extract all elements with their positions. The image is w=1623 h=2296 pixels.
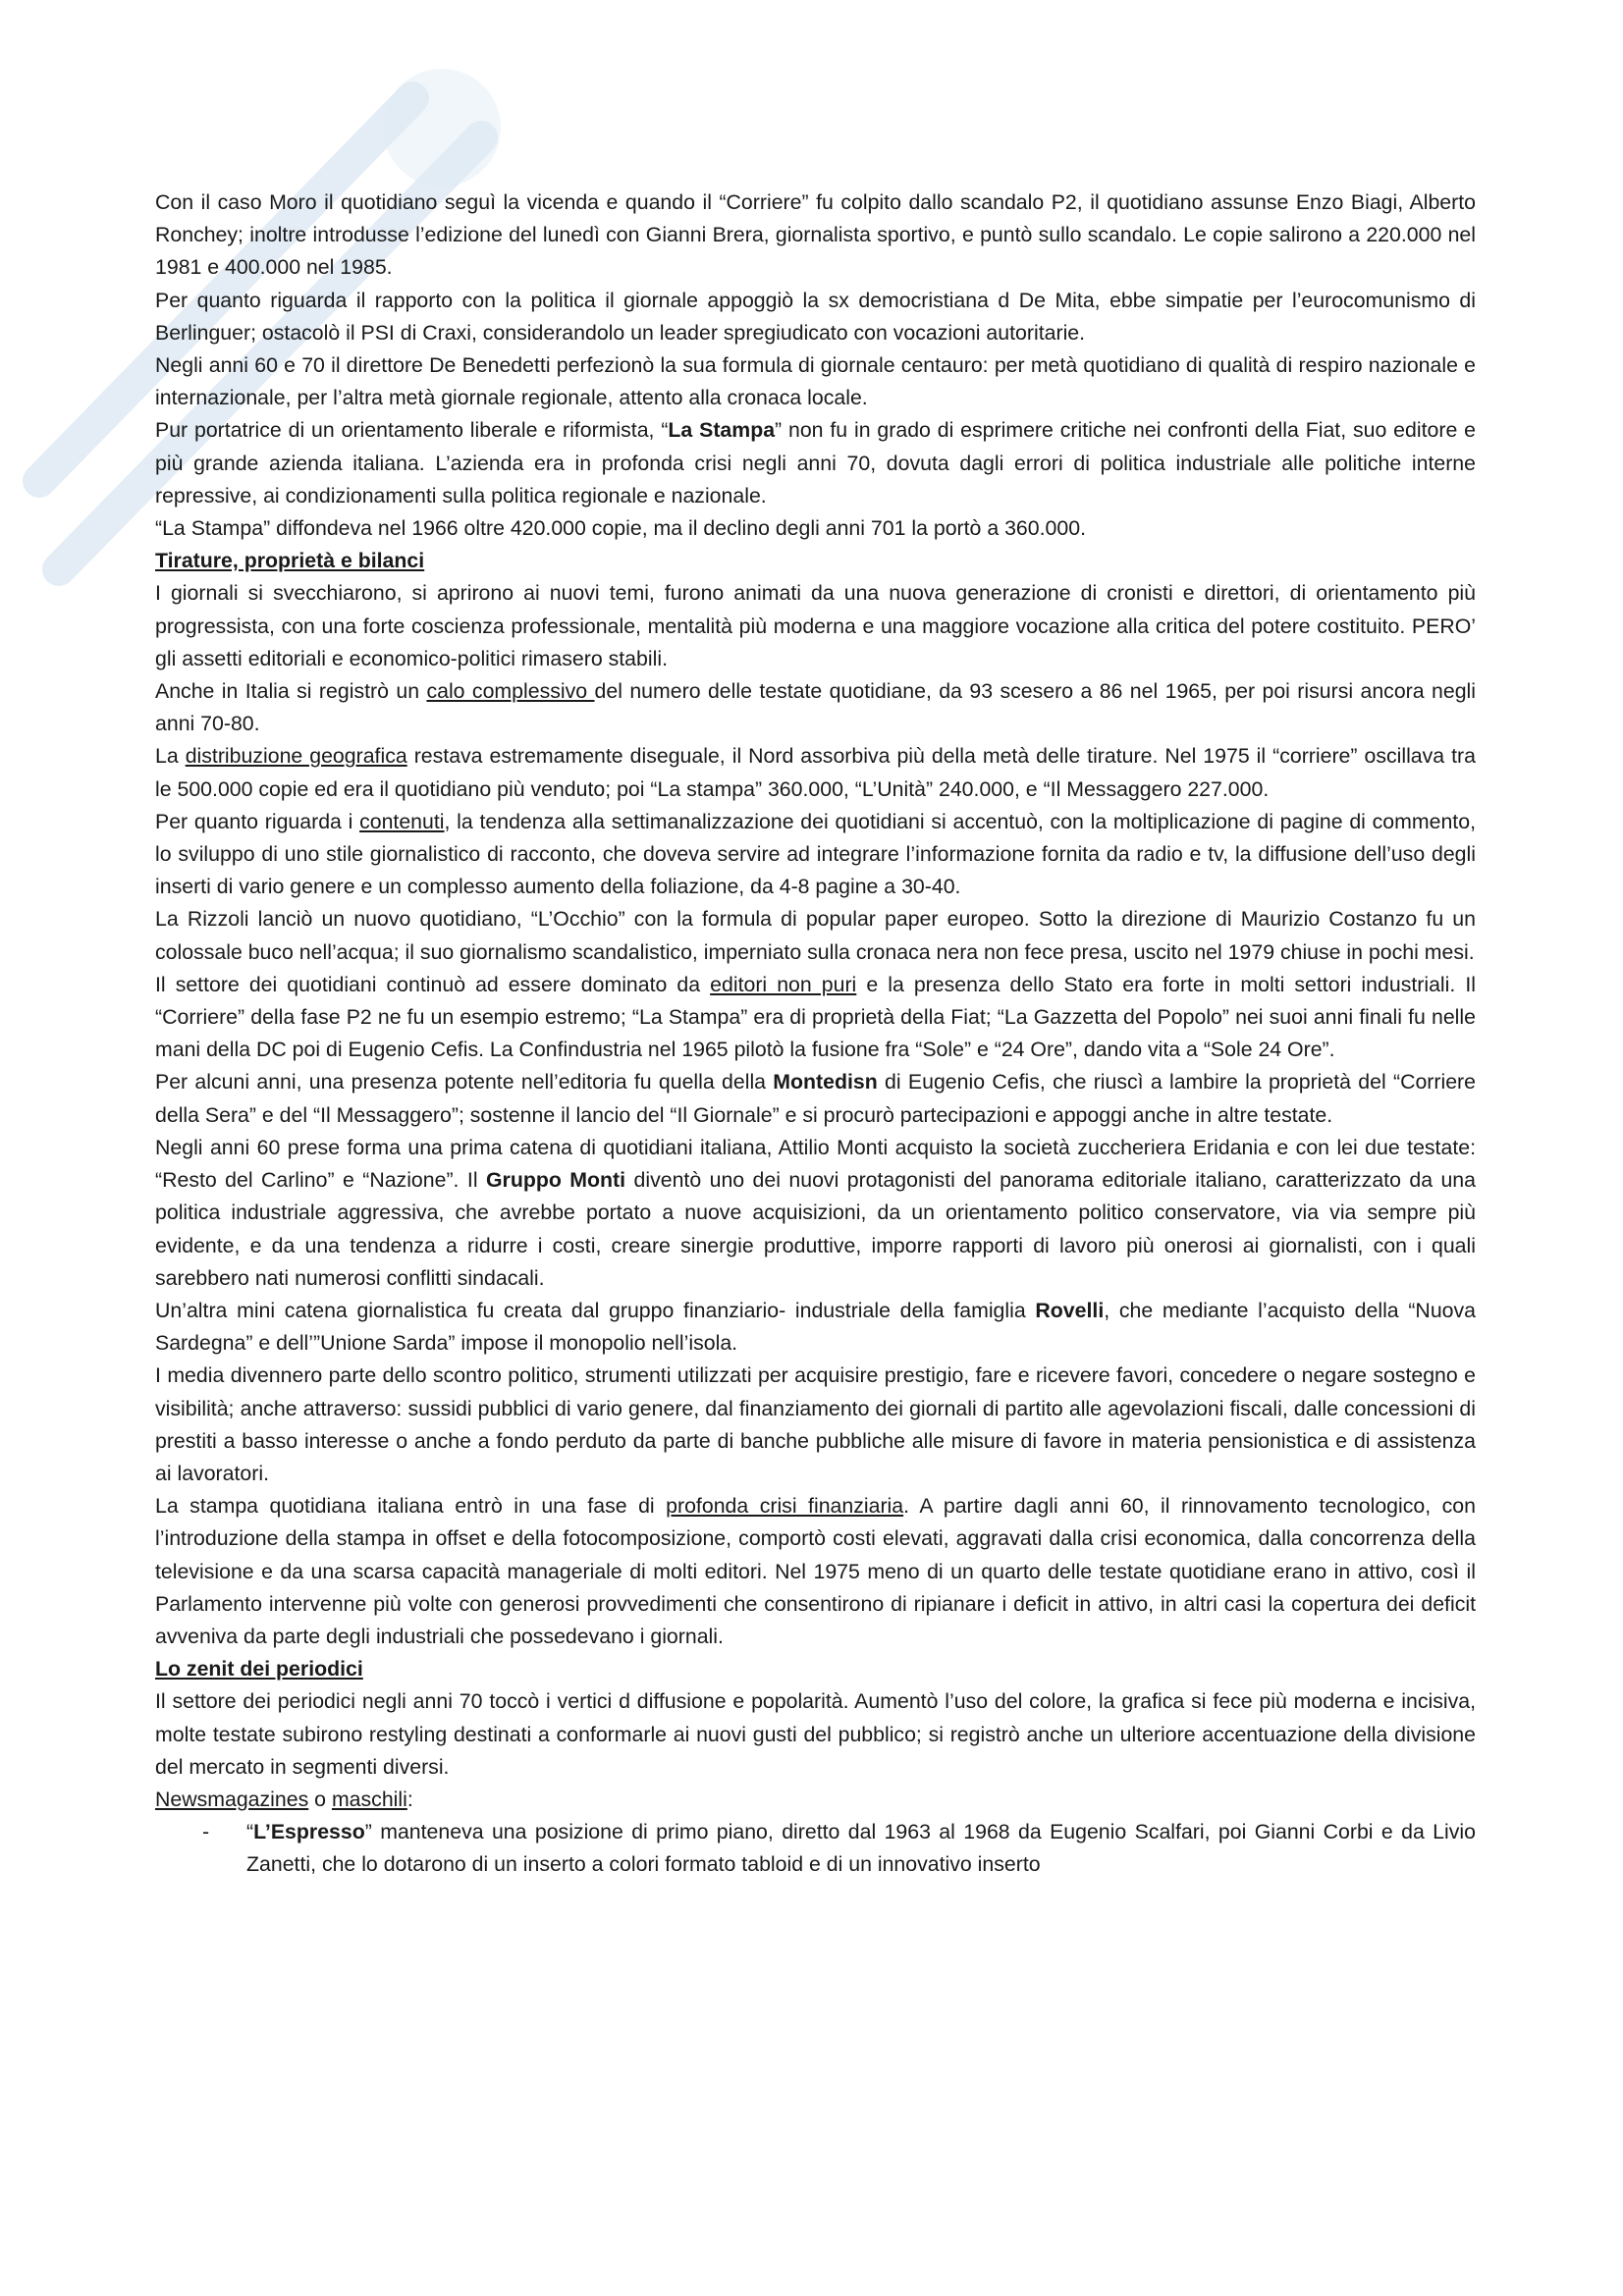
paragraph [155,1490,1476,1653]
text-run: La [155,744,186,769]
section-heading [155,545,1476,577]
paragraph [155,285,1476,349]
bold-text: La Stampa [668,418,776,443]
paragraph [155,969,1476,1067]
text-run: La stampa quotidiana italiana entrò in una fase di [155,1494,667,1519]
paragraph [155,1360,1476,1490]
text-run: Per alcuni anni, una presenza potente nell’editoria fu quella della [155,1070,774,1095]
bold-text: L’Espresso [253,1820,365,1844]
text-run: di Eugenio Cefis, che riuscì a lambire la proprietà del “Corriere della Sera” e del “Il Messaggero”; sostenne il lancio del “Il Giornale” e si procurò partecipazioni e appoggi anche in altre testate. [155,1070,1476,1127]
paragraph [155,1685,1476,1784]
paragraph [155,1784,1476,1816]
underlined-text: editori non puri [710,972,857,996]
text-run: La Rizzoli lanciò un nuovo quotidiano, “L’Occhio” con la formula di popular paper europeo. Sotto la direzione di Maurizio Costanzo fu un colossale buco nell’acqua; il suo giornalismo scandalistico, imperniato sulla cronaca nera non fece presa, uscito nel 1979 chiuse in pochi mesi. [155,907,1476,964]
text-run: I giornali si svecchiarono, si aprirono ai nuovi temi, furono animati da una nuova generazione di cronisti e direttori, di orientamento più progressista, con una forte coscienza professionale, mentalità più moderna e una maggiore vocazione alla critica del potere costituito. PERO’ gli assetti editoriali e economico-politici rimasero stabili. [155,581,1476,670]
paragraph [155,349,1476,414]
text-run: , che mediante l’acquisto della “Nuova Sardegna” e dell’”Unione Sarda” impose il monopolio nell’isola. [155,1298,1476,1356]
text-run: Pur portatrice di un orientamento liberale e riformista, “ [155,418,669,443]
text-run: diventò uno dei nuovi protagonisti del panorama editoriale italiano, caratterizzato da una politica industriale aggressiva, che avrebbe portato a nuove acquisizioni, da un orientamento politico conservatore, via via sempre più evidente, e da una tendenza a ridurre i costi, creare sinergie produttive, imporre rapporti di lavoro più onerosi ai giornalisti, con i quali sarebbero nati numerosi conflitti sindacali. [155,1168,1476,1290]
underlined-text: maschili [331,1787,407,1811]
watermark-badge [383,69,501,187]
paragraph [155,675,1476,740]
underlined-text: calo complessivo [426,679,595,704]
paragraph [155,1132,1476,1295]
text-run: “ [246,1820,254,1844]
text-run: o [308,1787,332,1811]
underlined-text: contenuti [359,809,445,833]
list-bullet: - [202,1820,210,1844]
text-run: Lo zenit dei periodici [155,1657,363,1682]
paragraph [155,187,1476,285]
bold-text: Rovelli [1035,1298,1105,1322]
underlined-text: profonda crisi finanziaria [666,1494,904,1519]
paragraph [155,1295,1476,1360]
text-run: Tirature, proprietà e bilanci [155,549,425,573]
text-run: Per quanto riguarda i [155,809,360,833]
text-run: Un’altra mini catena giornalistica fu creata dal gruppo finanziario- industriale della famiglia [155,1298,1036,1322]
text-run: Con il caso Moro il quotidiano seguì la vicenda e quando il “Corriere” fu colpito dallo scandalo P2, il quotidiano assunse Enzo Biagi, Alberto Ronchey; inoltre introdusse l’edizione del lunedì con Gianni Brera, giornalista sportivo, e puntò sullo scandalo. Le copie salirono a 220.000 nel 1981 e 400.000 nel 1985. [155,190,1476,280]
section-heading [155,1653,1476,1685]
document-body [155,187,1476,1882]
text-run: restava estremamente diseguale, il Nord assorbiva più della metà delle tirature. Nel 1975 il “corriere” oscillava tra le 500.000 copie ed era il quotidiano più venduto; poi “La stampa” 360.000, “L’Unità” 240.000, e “Il Messaggero 227.000. [155,744,1476,801]
bold-text: Gruppo Monti [485,1168,626,1193]
bold-text: Montedisn [773,1070,878,1095]
text-run: ” manteneva una posizione di primo piano, diretto dal 1963 al 1968 da Eugenio Scalfari, poi Gianni Corbi e da Livio Zanetti, che lo dotarono di un inserto a colori formato tabloid e di un innovativo inserto [246,1820,1476,1877]
bullet-list [155,1816,1476,1881]
text-run: . A partire dagli anni 60, il rinnovamento tecnologico, con l’introduzione della stampa in offset e della fotocomposizione, comportò costi elevati, aggravati dalla crisi economica, dalla concorrenza della televisione e da una scarsa capacità manageriale di molti editori. Nel 1975 meno di un quarto delle testate quotidiane erano in attivo, così il Parlamento intervenne più volte con generosi provvedimenti che consentirono di ripianare i deficit in attivo, in altri casi la copertura dei deficit avveniva da parte degli industriali che possedevano i giornali. [155,1494,1476,1648]
paragraph [155,512,1476,545]
text-run: ” non fu in grado di esprimere critiche nei confronti della Fiat, suo editore e più grande azienda italiana. L’azienda era in profonda crisi negli anni 70, dovuta dagli errori di politica industriale alle politiche interne repressive, ai condizionamenti sulla politica regionale e nazionale. [155,418,1476,507]
paragraph [155,1066,1476,1131]
paragraph [155,903,1476,968]
paragraph [155,577,1476,675]
text-run: I media divennero parte dello scontro politico, strumenti utilizzati per acquisire prestigio, fare e ricevere favori, concedere o negare sostegno e visibilità; anche attraverso: sussidi pubblici di vario genere, dal finanziamento dei giornali di partito alle agevolazioni fiscali, dalle concessioni di prestiti a basso interesse o anche a fondo perduto da parte di banche pubbliche alle misure di favore in materia pensionistica e di assistenza ai lavoratori. [155,1363,1476,1485]
text-run: Per quanto riguarda il rapporto con la politica il giornale appoggiò la sx democristiana d De Mita, ebbe simpatie per l’eurocomunismo di Berlinguer; ostacolò il PSI di Craxi, considerandolo un leader spregiudicato con vocazioni autoritarie. [155,288,1476,345]
text-run: : [406,1787,413,1811]
paragraph [155,740,1476,805]
underlined-text: distribuzione geografica [185,744,407,769]
text-run: Negli anni 60 prese forma una prima catena di quotidiani italiana, Attilio Monti acquisto la società zuccheriera Eridania e con lei due testate: “Resto del Carlino” e “Nazione”. Il [155,1135,1476,1193]
text-run: del numero delle testate quotidiane, da 93 scesero a 86 nel 1965, per poi risursi ancora negli anni 70-80. [155,679,1477,736]
text-run: “La Stampa” diffondeva nel 1966 oltre 420.000 copie, ma il declino degli anni 701 la portò a 360.000. [155,516,1086,541]
text-run: Il settore dei quotidiani continuò ad essere dominato da [155,972,711,996]
text-run: Negli anni 60 e 70 il direttore De Benedetti perfezionò la sua formula di giornale centauro: per metà quotidiano di qualità di respiro nazionale e internazionale, per l’altra metà giornale regionale, attento alla cronaca locale. [155,353,1476,410]
list-item [155,1816,1476,1881]
text-run: , la tendenza alla settimanalizzazione dei quotidiani si accentuò, con la moltiplicazione di pagine di commento, lo sviluppo di uno stile giornalistico di racconto, che doveva servire ad integrare l’informazione fornita da radio e tv, la diffusione dell’uso degli inserti di vario genere e un complesso aumento della foliazione, da 4-8 pagine a 30-40. [155,809,1476,899]
paragraph [155,806,1476,904]
paragraph [155,414,1476,512]
text-run: e la presenza dello Stato era forte in molti settori industriali. Il “Corriere” della fase P2 ne fu un esempio estremo; “La Stampa” era di proprietà della Fiat; “La Gazzetta del Popolo” nei suoi anni finali fu nelle mani della DC poi di Eugenio Cefis. La Confindustria nel 1965 pilotò la fusione fra “Sole” e “24 Ore”, dando vita a “Sole 24 Ore”. [155,972,1476,1062]
text-run: Il settore dei periodici negli anni 70 toccò i vertici d diffusione e popolarità. Aumentò l’uso del colore, la grafica si fece più moderna e incisiva, molte testate subirono restyling destinati a conformarle ai nuovi gusti del pubblico; si registrò anche un ulteriore accentuazione della divisione del mercato in segmenti diversi. [155,1689,1476,1779]
underlined-text: Newsmagazines [155,1787,309,1811]
text-run: Anche in Italia si registrò un [155,679,427,704]
